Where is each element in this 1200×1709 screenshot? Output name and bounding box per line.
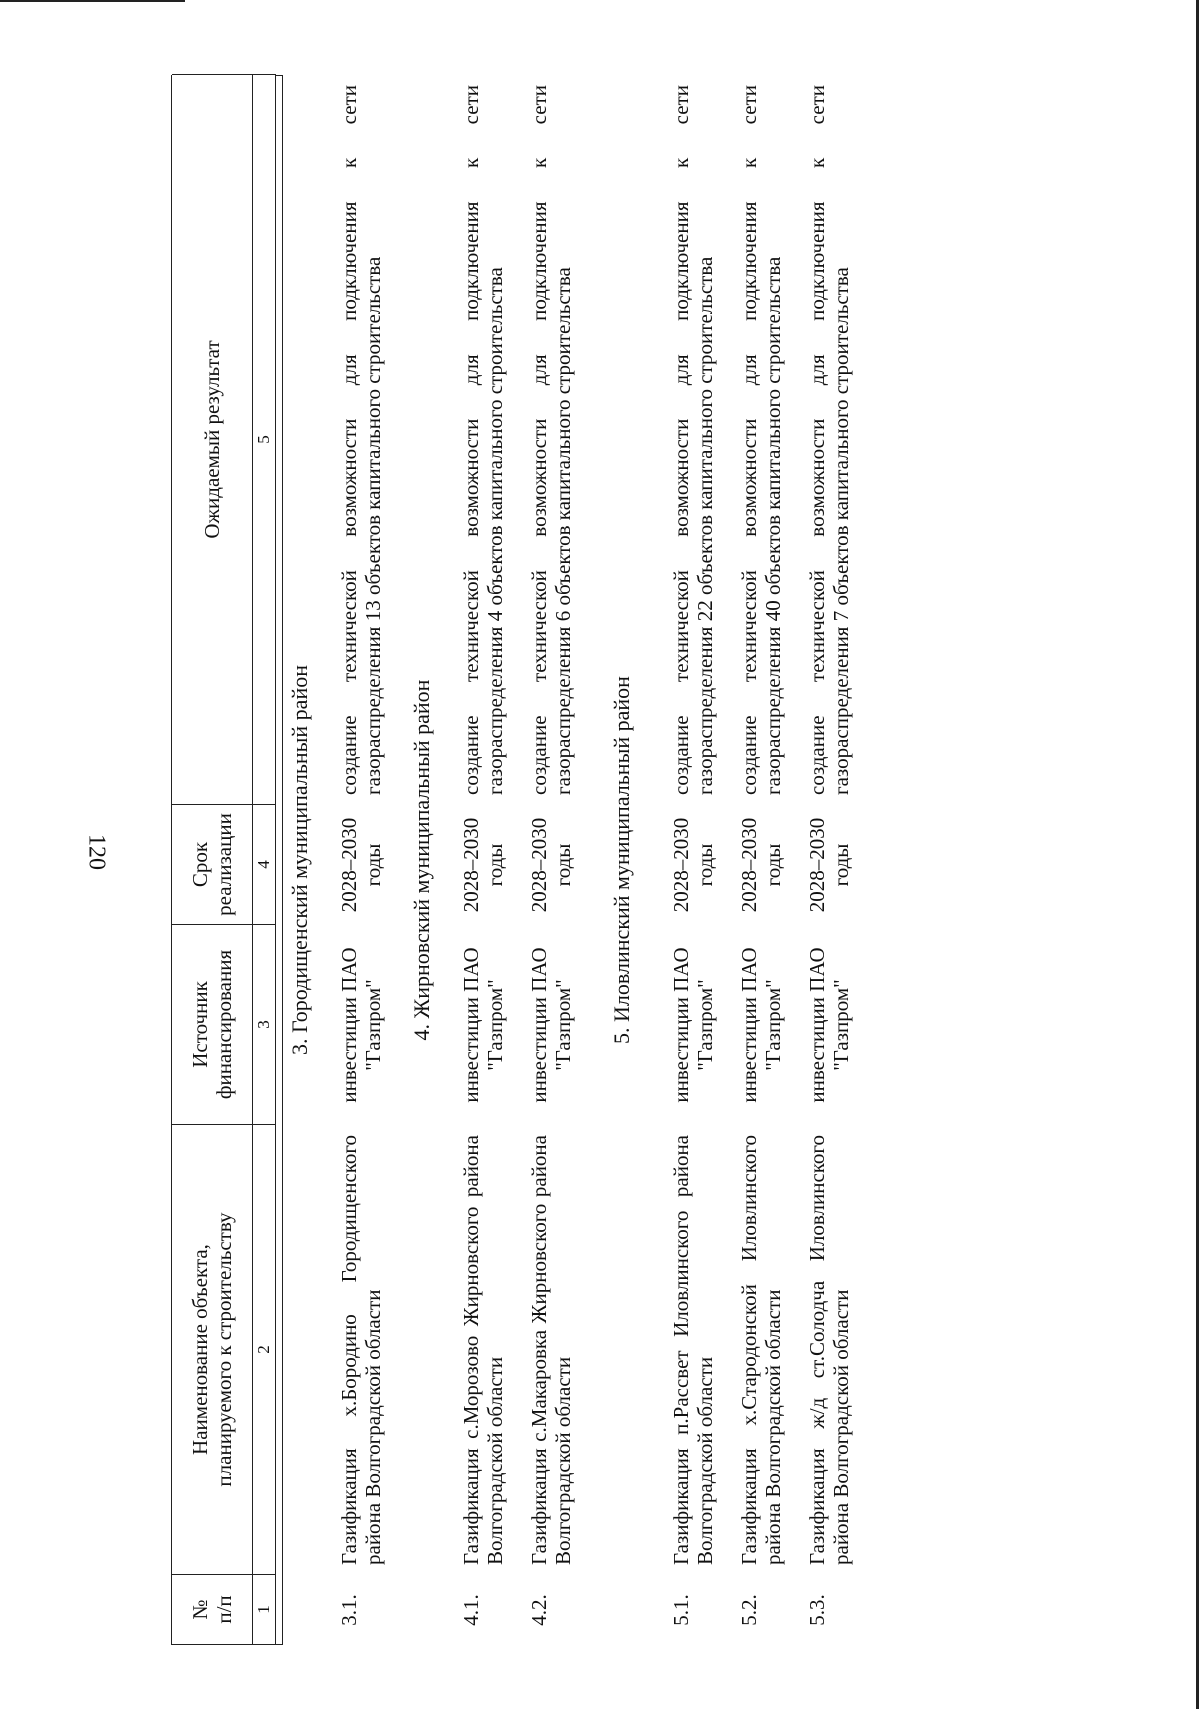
row-number: 4.2. [527,1594,551,1626]
row-object-name: Газификация х.Стародонской Иловлинского района Волгоградской области [737,1135,785,1565]
header-index-3: 3 [253,924,276,1124]
row-expected-result: создание технической возможности для подключения к сети газораспределения 7 объектов капитального строительства [805,85,853,795]
row-object-name: Газификация ж/д ст.Солодча Иловлинского района Волгоградской области [805,1135,853,1565]
header-double-rule [276,75,283,1645]
row-number: 5.3. [805,1594,829,1626]
row-number: 3.1. [337,1594,361,1626]
row-expected-result: создание технической возможности для подключения к сети газораспределения 4 объектов капитального строительства [459,85,507,795]
row-number: 5.2. [737,1594,761,1626]
row-financing-source: инвестиции ПАО "Газпром" [527,947,575,1103]
row-object-name: Газификация п.Рассвет Иловлинского района Волгоградской области [669,1135,717,1565]
section-title: 5. Иловлинский муниципальный район [609,676,634,1044]
row-object-name: Газификация х.Бородино Городищенского района Волгоградской области [337,1135,385,1565]
header-expected-result: Ожидаемый результат [172,74,253,804]
row-financing-source: инвестиции ПАО "Газпром" [337,947,385,1103]
table-row [805,75,853,1645]
table-header [171,75,276,1645]
header-index-2: 2 [253,1124,276,1574]
row-financing-source: инвестиции ПАО "Газпром" [459,947,507,1103]
row-term: 2028–2030 годы [459,817,507,913]
row-number: 5.1. [669,1594,693,1626]
row-financing-source: инвестиции ПАО "Газпром" [805,947,853,1103]
row-financing-source: инвестиции ПАО "Газпром" [737,947,785,1103]
header-index-4: 4 [253,804,276,924]
page-number: 120 [83,834,110,870]
row-object-name: Газификация с.Макаровка Жирновского района Волгоградской области [527,1135,575,1565]
row-financing-source: инвестиции ПАО "Газпром" [669,947,717,1103]
header-index-5: 5 [253,74,276,804]
header-number: № п/п [172,1574,253,1644]
table-row [737,75,785,1645]
header-index-1: 1 [253,1574,276,1644]
table-row [337,75,385,1645]
row-object-name: Газификация с.Морозово Жирновского района Волгоградской области [459,1135,507,1565]
row-expected-result: создание технической возможности для подключения к сети газораспределения 22 объектов капитального строительства [669,85,717,795]
table-row [459,75,507,1645]
section-title: 4. Жирновский муниципальный район [409,679,434,1041]
row-expected-result: создание технической возможности для подключения к сети газораспределения 6 объектов капитального строительства [527,85,575,795]
row-expected-result: создание технической возможности для подключения к сети газораспределения 13 объектов капитального строительства [337,85,385,795]
row-term: 2028–2030 годы [805,817,853,913]
investment-table [171,75,853,1645]
section-title: 3. Городищенский муниципальный район [287,665,312,1055]
row-term: 2028–2030 годы [527,817,575,913]
table-row [669,75,717,1645]
row-expected-result: создание технической возможности для подключения к сети газораспределения 40 объектов капитального строительства [737,85,785,795]
table-row [527,75,575,1645]
row-number: 4.1. [459,1594,483,1626]
row-term: 2028–2030 годы [669,817,717,913]
row-term: 2028–2030 годы [737,817,785,913]
header-term: Срок реализации [172,804,253,924]
header-financing-source: Источник финансирования [172,924,253,1124]
row-term: 2028–2030 годы [337,817,385,913]
header-object-name: Наименование объекта, планируемого к строительству [172,1124,253,1574]
